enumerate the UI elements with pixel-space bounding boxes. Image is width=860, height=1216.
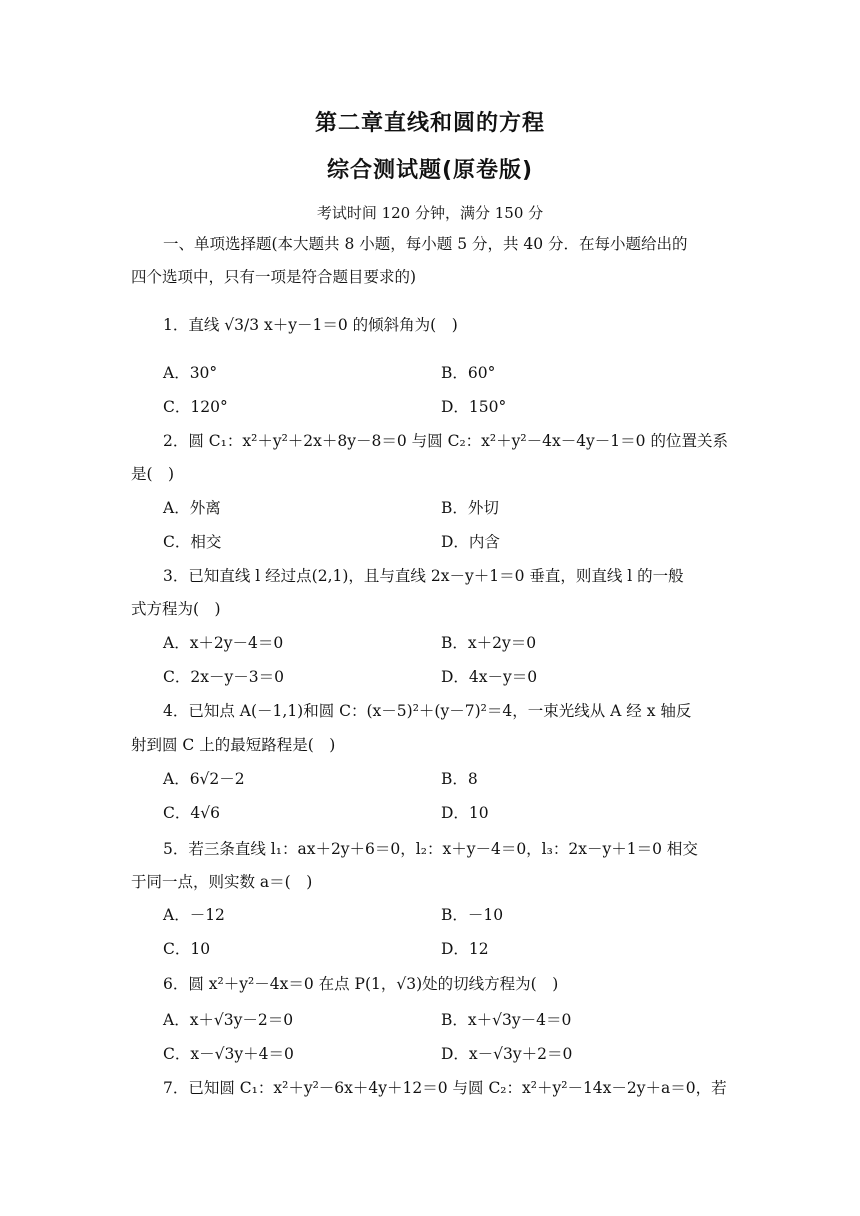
q1-option-b: B．60° bbox=[441, 364, 496, 382]
question-2-stem-cont: 是( ) bbox=[131, 465, 175, 483]
q4-option-c: C．4√6 bbox=[163, 804, 220, 822]
q4-option-d: D．10 bbox=[441, 804, 489, 822]
q3-option-a: A．x＋2y－4＝0 bbox=[163, 634, 284, 652]
document-subtitle: 综合测试题(原卷版) bbox=[326, 158, 534, 183]
q4-option-b: B．8 bbox=[441, 770, 478, 788]
question-2-stem: 2．圆 C₁：x²＋y²＋2x＋8y－8＝0 与圆 C₂：x²＋y²－4x－4y－1＝0 的位置关系 bbox=[163, 432, 728, 450]
question-3-stem: 3．已知直线 l 经过点(2,1)，且与直线 2x－y＋1＝0 垂直，则直线 l 的一般 bbox=[163, 567, 684, 585]
q6-option-b: B．x＋√3y－4＝0 bbox=[441, 1011, 572, 1029]
q3-option-b: B．x＋2y＝0 bbox=[441, 634, 537, 652]
q6-option-a: A．x＋√3y－2＝0 bbox=[163, 1011, 294, 1029]
q3-option-d: D．4x－y＝0 bbox=[441, 668, 538, 686]
q1-option-c: C．120° bbox=[163, 398, 228, 416]
q2-option-a: A．外离 bbox=[163, 499, 221, 517]
question-6-stem: 6．圆 x²＋y²－4x＝0 在点 P(1，√3)处的切线方程为( ) bbox=[163, 975, 559, 993]
q1-option-d: D．150° bbox=[441, 398, 507, 416]
q5-option-b: B．－10 bbox=[441, 906, 504, 924]
document-title: 第二章直线和圆的方程 bbox=[314, 111, 545, 136]
q5-option-a: A．－12 bbox=[163, 906, 225, 924]
question-4-stem: 4．已知点 A(－1,1)和圆 C：(x－5)²＋(y－7)²＝4，一束光线从 A 经 x 轴反 bbox=[163, 702, 692, 720]
question-1-stem: 1．直线 √3/3 x＋y－1＝0 的倾斜角为( ) bbox=[163, 316, 458, 334]
question-5-stem: 5．若三条直线 l₁：ax＋2y＋6＝0，l₂：x＋y－4＝0，l₃：2x－y＋1＝0 相交 bbox=[163, 840, 698, 858]
q2-option-b: B．外切 bbox=[441, 499, 499, 517]
q2-option-c: C．相交 bbox=[163, 533, 222, 551]
q5-option-d: D．12 bbox=[441, 940, 489, 958]
exam-info: 考试时间 120 分钟，满分 150 分 bbox=[316, 204, 544, 222]
q3-option-c: C．2x－y－3＝0 bbox=[163, 668, 284, 686]
section-heading-line2: 四个选项中，只有一项是符合题目要求的) bbox=[131, 268, 417, 286]
q6-option-c: C．x－√3y＋4＝0 bbox=[163, 1045, 294, 1063]
question-4-stem-cont: 射到圆 C 上的最短路程是( ) bbox=[131, 736, 336, 754]
q5-option-c: C．10 bbox=[163, 940, 211, 958]
q2-option-d: D．内含 bbox=[441, 533, 500, 551]
question-3-stem-cont: 式方程为( ) bbox=[131, 600, 221, 618]
q1-option-a: A．30° bbox=[163, 364, 218, 382]
question-7-stem: 7．已知圆 C₁：x²＋y²－6x＋4y＋12＝0 与圆 C₂：x²＋y²－14x－2y＋a＝0，若 bbox=[163, 1079, 727, 1097]
question-5-stem-cont: 于同一点，则实数 a＝( ) bbox=[131, 873, 313, 891]
section-heading-line1: 一、单项选择题(本大题共 8 小题，每小题 5 分，共 40 分．在每小题给出的 bbox=[163, 235, 688, 253]
q6-option-d: D．x－√3y＋2＝0 bbox=[441, 1045, 573, 1063]
q4-option-a: A．6√2－2 bbox=[163, 770, 245, 788]
